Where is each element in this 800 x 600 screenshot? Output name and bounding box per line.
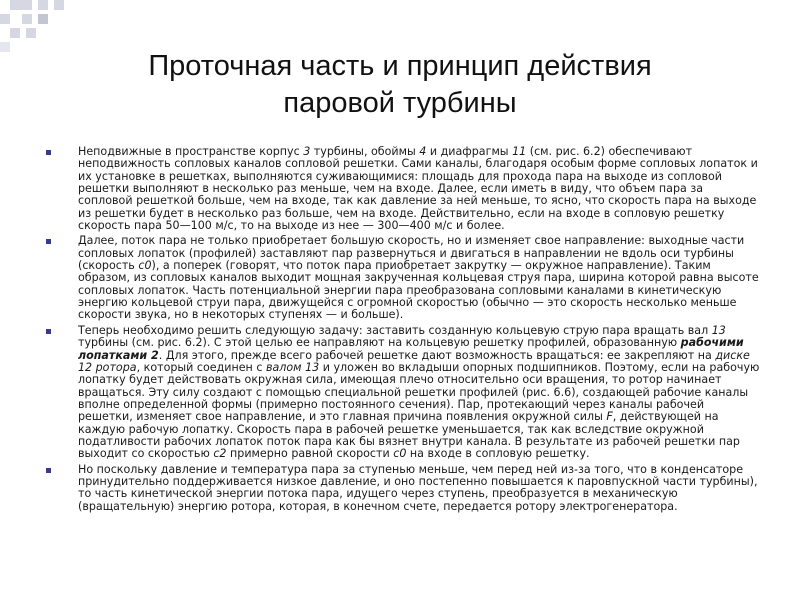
text-run: F (606, 410, 613, 424)
text-run: и уложен во вкладыши опорных подшипников. Поэтому, если на рабочую лопатку будет действовать окружная сила, имеющая плечо относительно оси вращения, то ротор начинает вращаться. Эту силу создают с помощью специальной решетки профилей (рис. 6.6), создающей рабочие каналы вполне определенной формы (примерно постоянного сечения). Пар, протекающий через каналы рабочей решетки, изменяет свое направление, и это главная причина появления окружной силы (78, 360, 760, 424)
text-run: рабочими лопатками 2 (78, 336, 744, 362)
text-run: 11 (512, 145, 527, 158)
text-run: и диафрагмы (426, 145, 513, 158)
paragraph-text (78, 324, 759, 460)
bullet-marker (46, 329, 51, 334)
text-run: на входе в сопловую решетку. (406, 447, 590, 461)
bullet-paragraph-2 (46, 235, 761, 321)
bullet-marker (46, 150, 51, 155)
paragraph-text (78, 145, 758, 232)
bullet-paragraph-1 (46, 146, 761, 232)
text-run: . Для этого, прежде всего рабочей решетке дают возможность вращаться: ее закрепляют на (158, 348, 716, 362)
bullet-paragraph-4 (46, 464, 761, 513)
title-line-2: паровой турбины (283, 87, 517, 119)
text-run: диске 12 ротора (78, 348, 750, 374)
text-run: турбины (см. рис. 6.2). С этой целью ее направляют на кольцевую решетку профилей, образованную (78, 336, 681, 350)
slide-title (60, 48, 740, 122)
text-run: с0 (138, 259, 152, 273)
paragraph-text (78, 234, 759, 321)
text-run: ), а поперек (говорят, что поток пара приобретает закрутку — окружное направление). Таким образом, из сопловых каналов выходит мощная закрученная кольцевая струя пара, ширина которой равна высоте сопловых лопаток. Часть потенциальной энергии пара преобразована сопловыми каналами в кинетическую энергию кольцевой струи пара, движущейся с огромной скоростью (обычно — это скорость несколько меньше скорости звука, но в некоторых ступенях — и больше). (78, 259, 759, 322)
slide-body (46, 146, 761, 516)
text-run: с2 (213, 447, 227, 461)
text-run: 4 (419, 145, 427, 158)
text-run: Теперь необходимо решить следующую задачу: заставить созданную кольцевую струю пара вращать вал (78, 323, 712, 337)
text-run: , действующей на каждую рабочую лопатку. Скорость пара в рабочей решетке уменьшается, так как вследствие окружной податливости рабочих лопаток поток пара как бы вязнет внутри канала. В результате из рабочей решетки пар выходит со скоростью (78, 410, 740, 461)
text-run: турбины, обоймы (310, 145, 420, 158)
bullet-marker (46, 468, 51, 473)
text-run: (см. рис. 6.2) обеспечивают неподвижность сопловых каналов сопловой решетки. Сами каналы, благодаря особым форме сопловых лопаток и их установке в решетках, выполняются суживающимися: площадь для прохода пара на выходе из сопловой решетки выполняют в несколько раз меньше, чем на входе. Далее, если иметь в виду, что объем пара за сопловой решеткой больше, чем на входе, так как давление за ней меньше, то ясно, что скорость пара на выходе из решетки будет в несколько раз больше, чем на входе. Действительно, если на входе в сопловую решетку скорость пара 50—100 м/с, то на выходе из нее — 300—400 м/с и более. (78, 145, 758, 233)
text-run: Неподвижные в пространстве корпус (78, 145, 304, 158)
bullet-marker (46, 239, 51, 244)
text-run: 3 (303, 145, 311, 158)
title-line-1: Проточная часть и принцип действия (148, 50, 652, 82)
paragraph-text (78, 463, 758, 513)
text-run: Но поскольку давление и температура пара за ступенью меньше, чем перед ней из-за того, что в конденсаторе принудительно поддерживается низкое давление, и оно постепенно повышается к паровпускной части турбины), то часть кинетической энергии потока пара, идущего через ступень, преобразуется в механическую (вращательную) энергию ротора, которая, в конечном счете, передается ротору электрогенератора. (78, 462, 758, 513)
text-run: Далее, поток пара не только приобретает большую скорость, но и изменяет свое направление: выходные части сопловых лопаток (профилей) заставляют пар развернуться и двигаться в направлении не вдоль оси турбины (скорость (78, 234, 745, 273)
bullet-paragraph-3 (46, 325, 761, 461)
text-run: примерно равной скорости (226, 447, 394, 461)
text-run: с0 (393, 447, 407, 461)
text-run: валом 13 (265, 360, 320, 374)
text-run: , который соединен с (136, 360, 266, 374)
text-run: 13 (711, 323, 726, 337)
